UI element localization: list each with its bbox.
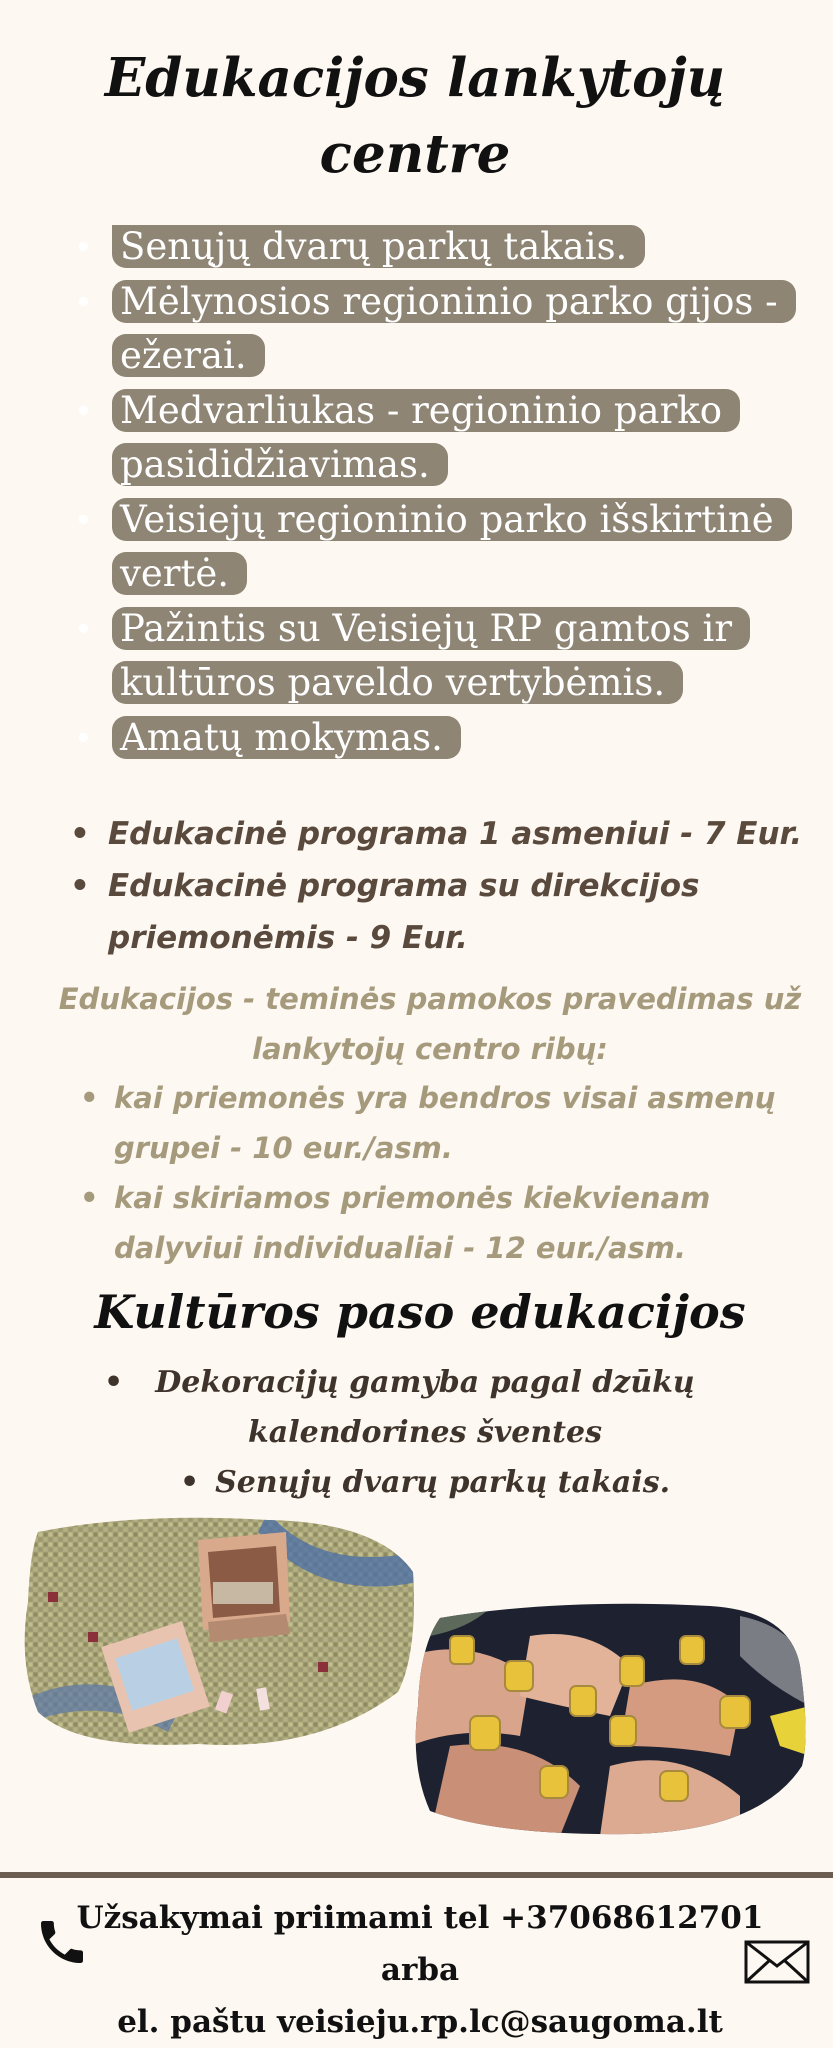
footer-divider [0, 1872, 833, 1878]
culture-pass-title: Kultūros paso edukacijos [94, 1285, 746, 1339]
price-item: • Edukacinė programa su direkcijos priemonėmis - 9 Eur. [66, 860, 806, 964]
culture-pass-list [100, 1358, 750, 1508]
page-title: Edukacijos lankytojų centre [104, 47, 726, 185]
culture-pass-item: • Senųjų dvarų parkų takais. [179, 1465, 671, 1500]
list-item [66, 602, 786, 711]
list-item [66, 493, 786, 602]
outside-price-item: • kai skiriamos priemonės kiekvienam dalyviui individualiai - 12 eur./asm. [76, 1173, 776, 1273]
culture-pass-item [100, 1358, 750, 1458]
highlight-list [66, 220, 786, 765]
outside-heading: Edukacijos - teminės pamokos pravedimas už lankytojų centro ribų: [58, 982, 802, 1066]
list-item-text: Medvarliukas - regioninio parko pasididžiavimas. [112, 389, 740, 487]
outside-price-item: • kai priemonės yra bendros visai asmenų grupei - 10 eur./asm. [76, 1073, 776, 1173]
list-item-text: Senųjų dvarų parkų takais. [112, 225, 645, 268]
list-item-text: Mėlynosios regioninio parko gijos - ežerai. [112, 280, 796, 378]
candles-photo [410, 1596, 810, 1836]
mail-icon [744, 1940, 810, 1984]
mosaic-photo [18, 1512, 418, 1752]
order-info [70, 1892, 770, 2048]
order-info-line-1: Užsakymai priimami tel +37068612701 arba [76, 1900, 764, 1988]
list-item-text: Pažintis su Veisiejų RP gamtos ir kultūros paveldo vertybėmis. [112, 607, 750, 705]
list-item [66, 220, 786, 275]
price-item: • Edukacinė programa 1 asmeniui - 7 Eur. [66, 808, 806, 860]
outside-price-list [76, 1073, 776, 1273]
list-item [66, 275, 786, 384]
culture-pass-item-text: Senųjų dvarų parkų takais. [215, 1465, 671, 1500]
culture-pass-item-text: Dekoracijų gamyba pagal dzūkų kalendorines šventes [155, 1365, 695, 1450]
list-item [66, 711, 786, 766]
list-item-text: Veisiejų regioninio parko išskirtinė vertė. [112, 498, 792, 596]
order-info-line-2: el. paštu veisieju.rp.lc@saugoma.lt [117, 2004, 723, 2040]
price-list [66, 808, 806, 964]
list-item [66, 384, 786, 493]
list-item-text: Amatų mokymas. [112, 716, 461, 759]
